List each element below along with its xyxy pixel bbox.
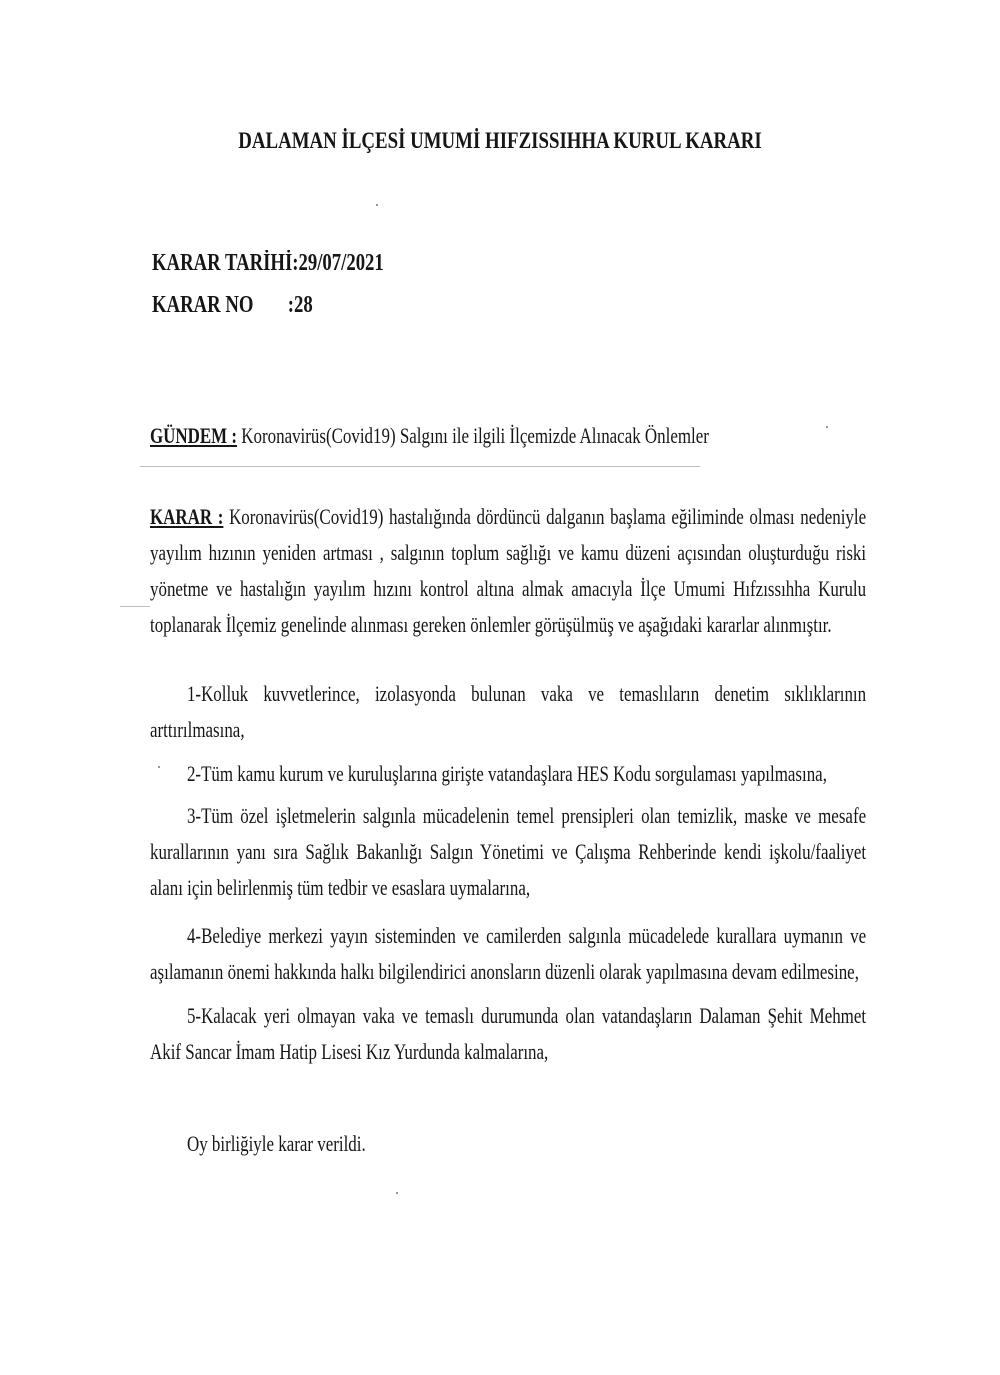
decision-date [152, 250, 384, 277]
scan-speck [826, 426, 828, 428]
decision-date-label: KARAR TARİHİ [152, 250, 293, 276]
agenda [150, 418, 866, 454]
scan-artifact-line [120, 606, 150, 607]
closing-statement: Oy birliğiyle karar verildi. [186, 1131, 366, 1156]
decision-number-value: :28 [287, 292, 313, 318]
document-title: DALAMAN İLÇESİ UMUMİ HIFZISSIHHA KURUL KARARI [238, 128, 762, 153]
scan-speck [158, 766, 160, 768]
decision-item-3: 3-Tüm özel işletmelerin salgınla mücadelenin temel prensipleri olan temizlik, maske ve mesafe kurallarının yanı sıra Sağlık Bakanlığı Salgın Yönetimi ve Çalışma Rehberinde kendi işkolu/faaliyet alanı için belirlenmiş tüm tedbir ve esaslara uymalarına, [150, 803, 867, 900]
scan-speck [376, 204, 378, 206]
decision-number-label: KARAR NO [152, 292, 254, 318]
decision-item-1: 1-Kolluk kuvvetlerince, izolasyonda bulunan vaka ve temaslıların denetim sıklıklarının arttırılmasına, [150, 681, 867, 742]
decision-date-value: :29/07/2021 [292, 250, 384, 276]
agenda-text: Koronavirüs(Covid19) Salgını ile ilgili İlçemizde Alınacak Önlemler [237, 423, 709, 448]
decision-number [152, 292, 313, 319]
decision-label: KARAR : [150, 504, 224, 529]
decision-text: Koronavirüs(Covid19) hastalığında dördüncü dalganın başlama eğiliminde olması nedeniyle yayılım hızının yeniden artması , salgının toplum sağlığı ve kamu düzeni açısından oluşturduğu riski yönetme ve hastalığın yayılım hızını kontrol altına almak amacıyla İlçe Umumi Hıfzıssıhha Kurulu toplanarak İlçemiz genelinde alınması gereken önlemler görüşülmüş ve aşağıdaki kararlar alınmıştır. [150, 504, 867, 637]
scan-artifact-line [140, 466, 700, 467]
decision-item-5: 5-Kalacak yeri olmayan vaka ve temaslı durumunda olan vatandaşların Dalaman Şehit Mehmet Akif Sancar İmam Hatip Lisesi Kız Yurdunda kalmalarına, [150, 1003, 867, 1064]
decision-item-4: 4-Belediye merkezi yayın sisteminden ve camilerden salgınla mücadelede kurallara uymanın ve aşılamanın önemi hakkında halkı bilgilendirici anonsların düzenli olarak yapılmasına devam edilmesine, [150, 923, 867, 984]
decision-item-2: 2-Tüm kamu kurum ve kuruluşlarına girişte vatandaşlara HES Kodu sorgulaması yapılmasına, [186, 761, 827, 786]
decision-paragraph [150, 499, 866, 643]
scan-speck [396, 1192, 398, 1194]
agenda-label: GÜNDEM : [150, 423, 238, 448]
